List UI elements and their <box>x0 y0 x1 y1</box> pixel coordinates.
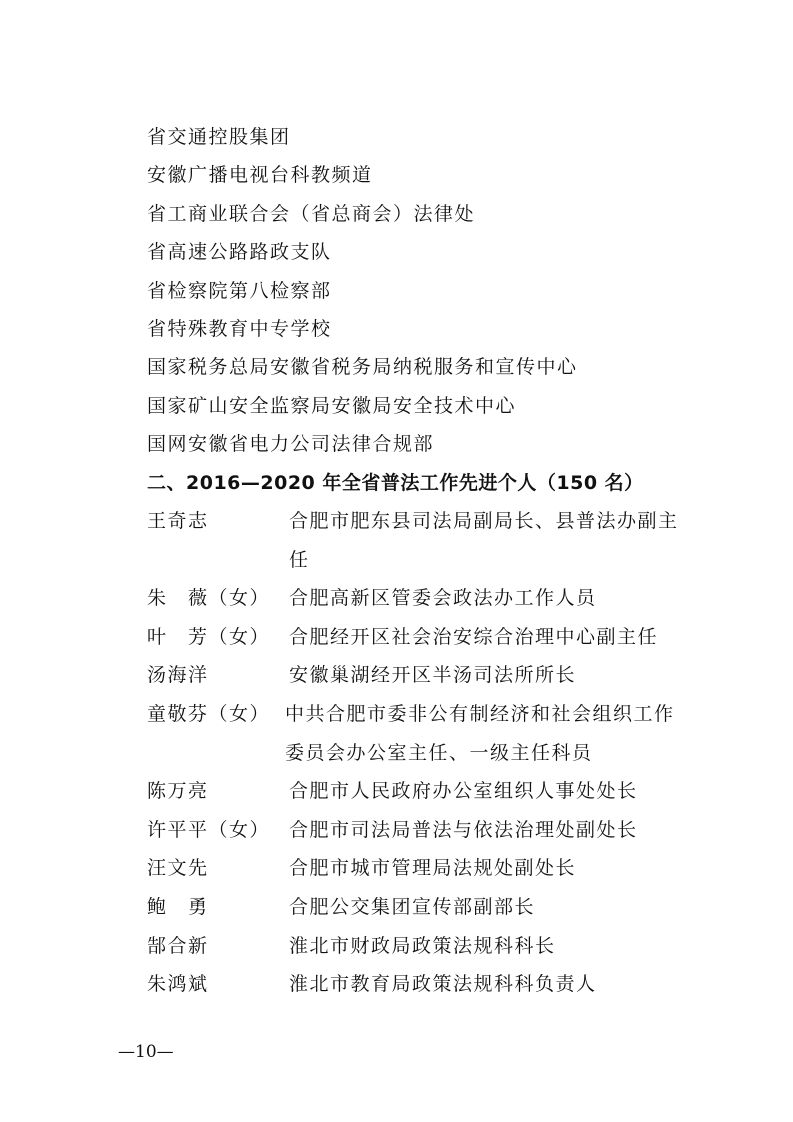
individual-title: 合肥经开区社会治安综合治理中心副主任 <box>289 625 659 648</box>
individual-name: 许平平（女） <box>147 818 271 841</box>
individual-name: 叶 芳（女） <box>147 625 271 648</box>
individual-title: 淮北市财政局政策法规科科长 <box>289 934 556 957</box>
page-number: —10— <box>118 1042 174 1062</box>
individual-name: 汪文先 <box>147 857 209 880</box>
individual-entry <box>147 579 707 618</box>
individual-title: 合肥市人民政府办公室组织人事处处长 <box>289 780 638 803</box>
section-heading: 二、2016—2020 年全省普法工作先进个人（150 名） <box>147 472 644 494</box>
individual-name: 朱鸿斌 <box>147 973 209 996</box>
organization-item: 省检察院第八检察部 <box>147 279 332 302</box>
individual-entry <box>147 502 707 579</box>
organization-list <box>147 118 578 464</box>
organization-item: 国家矿山安全监察局安徽局安全技术中心 <box>147 394 517 417</box>
organization-item: 省交通控股集团 <box>147 126 291 148</box>
individual-name: 朱 薇（女） <box>147 587 271 610</box>
organization-item: 国网安徽省电力公司法律合规部 <box>147 433 435 456</box>
individual-title: 合肥市城市管理局法规处副处长 <box>289 857 577 880</box>
individual-name: 郜合新 <box>147 934 209 957</box>
individual-entry <box>147 888 707 927</box>
individual-list <box>147 502 707 1004</box>
organization-item: 国家税务总局安徽省税务局纳税服务和宣传中心 <box>147 356 578 379</box>
organization-item: 安徽广播电视台科教频道 <box>147 164 373 187</box>
organization-item: 省特殊教育中专学校 <box>147 317 332 340</box>
individual-name: 童敬芬（女） <box>147 702 271 725</box>
organization-item: 省高速公路路政支队 <box>147 241 332 264</box>
individual-name: 鲍 勇 <box>147 895 209 918</box>
individual-entry <box>147 618 707 657</box>
individual-entry <box>147 849 707 888</box>
organization-item: 省工商业联合会（省总商会）法律处 <box>147 202 476 225</box>
individual-title: 合肥高新区管委会政法办工作人员 <box>289 587 597 610</box>
individual-name: 陈万亮 <box>147 780 209 803</box>
individual-entry <box>147 656 707 695</box>
individual-entry <box>147 695 707 772</box>
individual-entry <box>147 965 707 1004</box>
individual-entry <box>147 772 707 811</box>
individual-title: 安徽巢湖经开区半汤司法所所长 <box>289 664 577 687</box>
individual-name: 王奇志 <box>147 510 209 532</box>
individual-entry <box>147 811 707 850</box>
individual-title: 合肥市司法局普法与依法治理处副处长 <box>289 818 638 841</box>
individual-title: 合肥公交集团宣传部副部长 <box>289 895 536 918</box>
individual-title: 合肥市肥东县司法局副局长、县普法办副主任 <box>289 510 679 571</box>
individual-title: 淮北市教育局政策法规科科负责人 <box>289 973 597 996</box>
individual-name: 汤海洋 <box>147 664 209 687</box>
individual-entry <box>147 927 707 966</box>
individual-title: 中共合肥市委非公有制经济和社会组织工作委员会办公室主任、一级主任科员 <box>285 702 675 764</box>
